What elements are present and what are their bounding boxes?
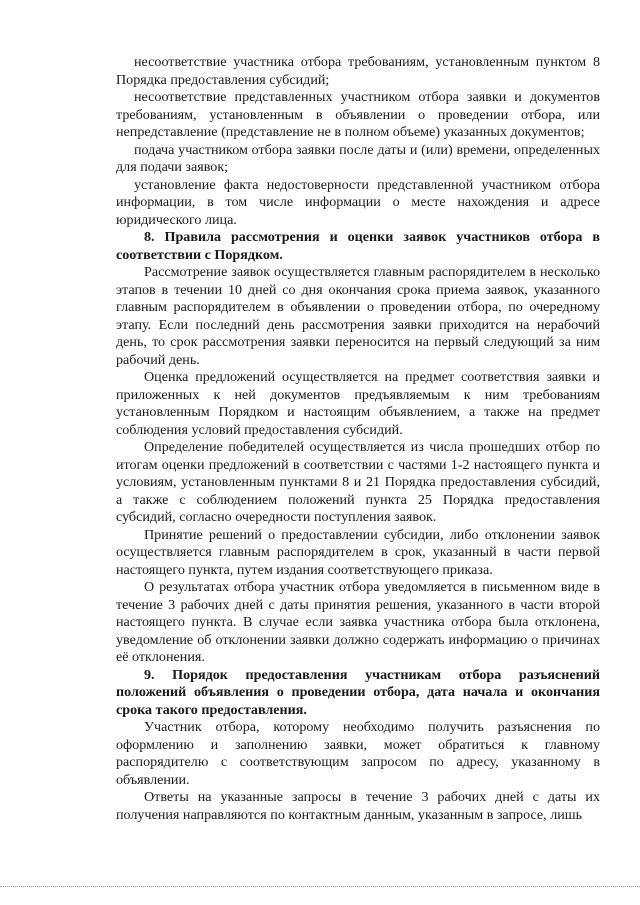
section-8-heading: 8. Правила рассмотрения и оценки заявок участников отбора в соответствии с Порядком. — [116, 229, 600, 263]
section-8-paragraph: Принятие решений о предоставлении субсидии, либо отклонении заявок осуществляется главным распорядителем в срок, указанный в части первой настоящего пункта, путем издания соответствующего приказа. — [116, 526, 600, 578]
rejection-reason-item: установление факта недостоверности представленной участником отбора информации, в том числе информации о месте нахождения и адресе юридического лица. — [116, 176, 600, 228]
section-9-paragraph: Участник отбора, которому необходимо получить разъяснения по оформлению и заполнению заявки, может обратиться к главному распорядителю с соответствующим запросом по адресу, указанному в объявлении. — [116, 719, 600, 788]
rejection-reason-item: подача участником отбора заявки после даты и (или) времени, определенных для подачи заявок; — [116, 141, 600, 175]
section-8-paragraph: Рассмотрение заявок осуществляется главным распорядителем в несколько этапов в течении 10 дней со дня окончания срока приема заявок, указанного главным распорядителем в объявлении о проведении отбора, по очередному этапу. Если последний день рассмотрения заявки приходится на нерабочий день, то срок рассмотрения заявки переносится на первый следующий за ним рабочий день. — [116, 264, 600, 368]
section-9-heading: 9. Порядок предоставления участникам отбора разъяснений положений объявления о проведении отбора, дата начала и окончания срока такого предоставления. — [116, 666, 600, 718]
rejection-reason-item: несоответствие участника отбора требованиям, установленным пунктом 8 Порядка предоставления субсидий; — [116, 54, 600, 88]
rejection-reason-item: несоответствие представленных участником отбора заявки и документов требованиям, установленным в объявлении о проведении отбора, или непредставление (представление не в полном объеме) указанных документов; — [116, 89, 600, 140]
section-8-paragraph: О результатах отбора участник отбора уведомляется в письменном виде в течение 3 рабочих дней с даты принятия решения, указанного в части второй настоящего пункта. В случае если заявка участника отбора была отклонена, уведомление об отклонении заявки должно содержать информацию о причинах её отклонения. — [116, 579, 600, 665]
section-8-paragraph: Определение победителей осуществляется из числа прошедших отбор по итогам оценки предложений в соответствии с частями 1-2 настоящего пункта и условиям, установленным пунктами 8 и 21 Порядка предоставления субсидий, а также с соблюдением положений пункта 25 Порядка предоставления субсидий, согласно очередности поступления заявок. — [116, 439, 600, 525]
document-body — [116, 54, 600, 824]
page-bottom-divider — [0, 886, 640, 887]
section-8-paragraph: Оценка предложений осуществляется на предмет соответствия заявки и приложенных к ней документов предъявляемым к ним требованиям установленным Порядком и настоящим объявлением, а также на предмет соблюдения условий предоставления субсидий. — [116, 369, 600, 438]
section-9-paragraph: Ответы на указанные запросы в течение 3 рабочих дней с даты их получения направляются по контактным данным, указанным в запросе, лишь — [116, 789, 600, 823]
